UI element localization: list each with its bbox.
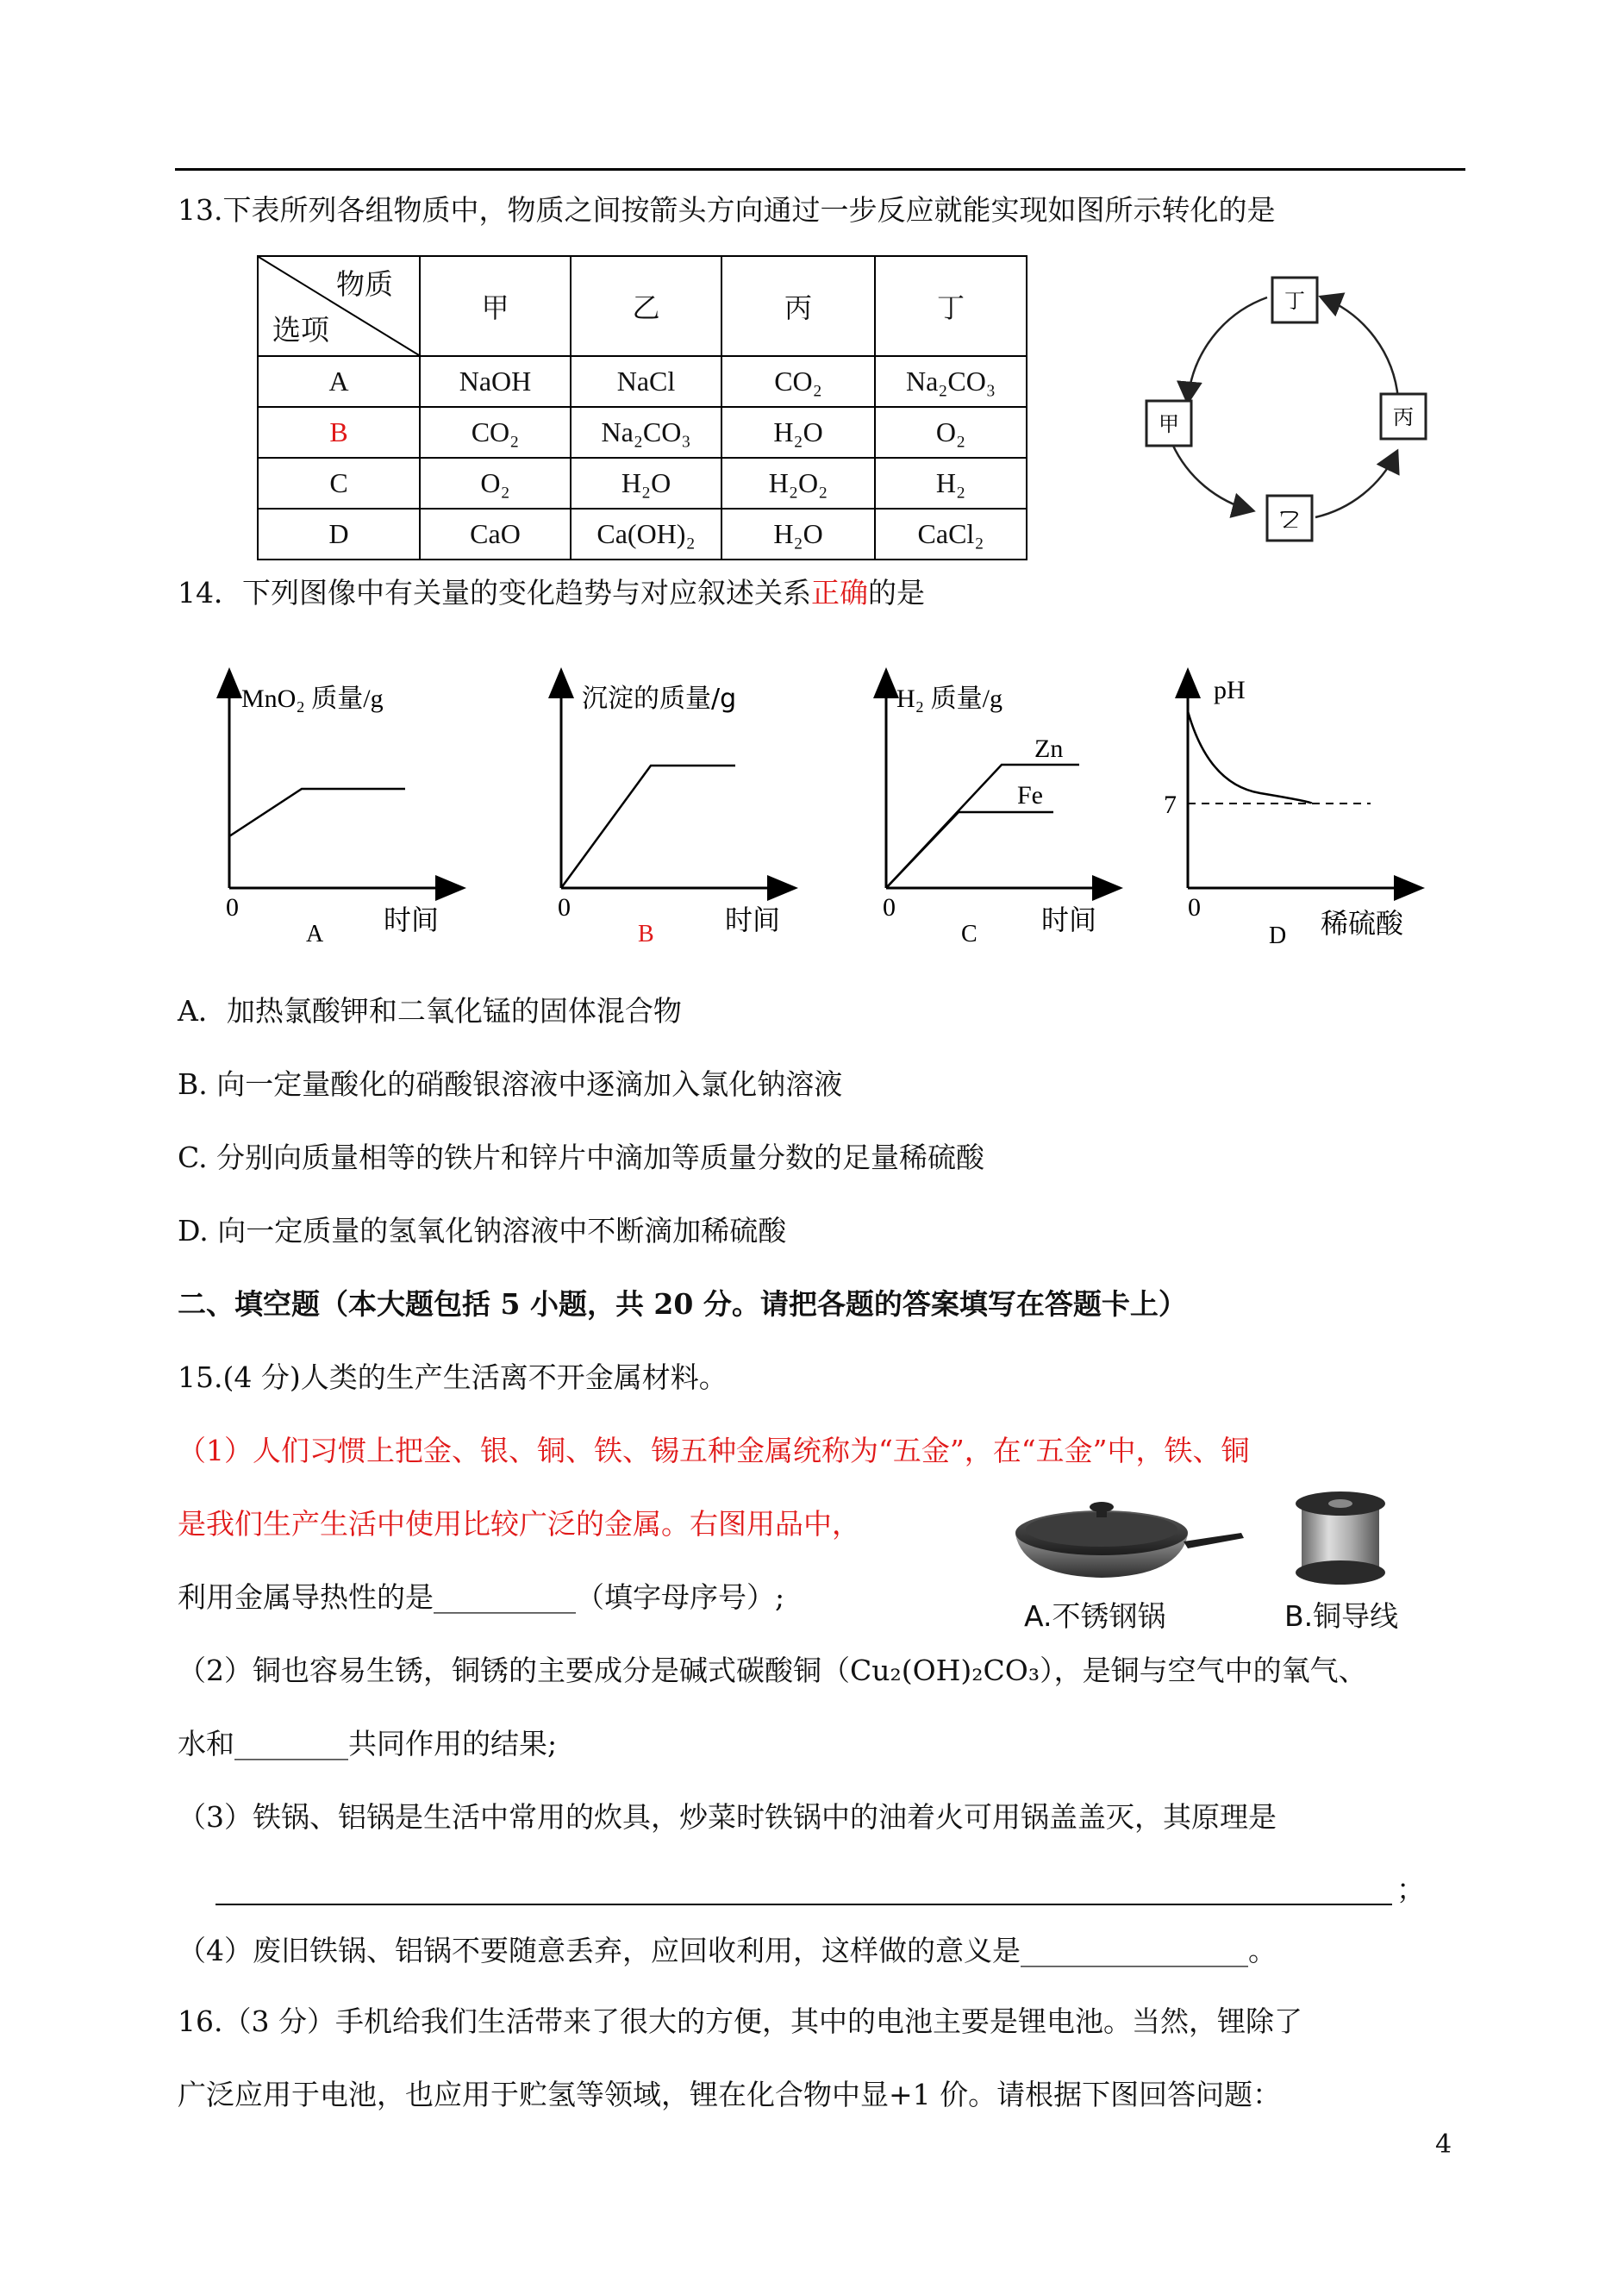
image-caption-a: A.不锈钢锅 [1024,1599,1166,1633]
header-rule [175,168,1465,171]
row-option-highlighted: B [258,407,420,458]
q13-stem: 13.下表所列各组物质中，物质之间按箭头方向通过一步反应就能实现如图所示转化的是 [178,193,1276,227]
graph-letter: B [638,921,654,947]
curve [229,789,405,836]
fe-label: Fe [1017,781,1043,810]
svg-text:丙: 丙 [1393,405,1414,429]
x-label: 时间 [725,904,781,936]
graph-c [872,655,1131,948]
q14-stem-text: 14．下列图像中有关量的变化趋势与对应叙述关系 [178,576,811,610]
origin-label: 0 [558,893,571,922]
q14-option-d: D. 向一定质量的氢氧化钠溶液中不断滴加稀硫酸 [178,1214,787,1248]
cell: CaCl₂ [875,509,1027,560]
stainless-steel-pan-image [1007,1481,1248,1585]
table-row [258,407,1027,458]
conversion-cycle-diagram [1138,272,1448,556]
q14-stem [178,576,925,610]
graph-d [1164,655,1433,949]
copper-wire-coil-image [1284,1485,1396,1588]
q14-option-c: C. 分别向质量相等的铁片和锌片中滴加等质量分数的足量稀硫酸 [178,1141,985,1174]
q15-part1-line3: 利用金属导热性的是__________（填字母序号）; [178,1580,785,1614]
y-label: 沉淀的质量/g [582,684,737,714]
col-header-ding: 丁 [875,256,1027,356]
q16-line2: 广泛应用于电池，也应用于贮氢等领域，锂在化合物中显+1 价。请根据下图回答问题： [178,2078,1282,2111]
table-row [258,509,1027,560]
svg-text:甲: 甲 [1159,412,1179,436]
zn-curve [886,765,1079,888]
y-label: H₂ 质量/g [896,685,1003,713]
cell: H₂O [721,407,875,458]
q15-part2-line2: 水和________共同作用的结果; [178,1727,558,1760]
svg-text:乙: 乙 [1279,507,1300,531]
q15-stem: 15.(4 分)人类的生产生活离不开金属材料。 [178,1360,728,1394]
svg-text:丁: 丁 [1284,289,1305,313]
cell: H₂O [721,509,875,560]
cell: Na₂CO₃ [875,356,1027,407]
table-row [258,458,1027,509]
ph7-label: 7 [1164,791,1177,819]
x-label: 时间 [1041,904,1097,936]
zn-label: Zn [1034,735,1064,763]
cell: Ca(OH)₂ [571,509,721,560]
curve [561,766,735,888]
cell: Na₂CO₃ [571,407,721,458]
cell: H₂ [875,458,1027,509]
section-heading: 二、填空题（本大题包括 5 小题，共 20 分。请把各题的答案填写在答题卡上） [178,1287,1187,1321]
header-option: 选项 [272,313,329,347]
ph-curve [1188,711,1312,804]
q15-part3-end: ； [1396,1873,1425,1906]
q15-part3-line1: （3）铁锅、铝锅是生活中常用的炊具，炒菜时铁锅中的油着火可用锅盖盖灭，其原理是 [178,1800,1277,1834]
cell: CaO [420,509,571,560]
cell: O₂ [875,407,1027,458]
col-header-bing: 丙 [721,256,875,356]
q15-part4-line: （4）废旧铁锅、铝锅不要随意丢弃，应回收利用，这样做的意义是________________。 [178,1934,1277,1967]
graph-letter: A [306,921,324,947]
node-yi [1267,496,1312,541]
node-jia [1146,401,1191,446]
image-caption-b: B.铜导线 [1284,1599,1399,1633]
cell: CO₂ [420,407,571,458]
y-label: MnO₂ 质量/g [241,685,384,713]
origin-label: 0 [226,893,239,922]
q13-header-diagonal-cell [258,256,420,356]
answer-blank-line [215,1904,1392,1905]
origin-label: 0 [1188,893,1201,922]
fe-curve [886,812,1053,888]
cell: O₂ [420,458,571,509]
x-label: 时间 [384,904,440,936]
q14-option-b: B. 向一定量酸化的硝酸银溶液中逐滴加入氯化钠溶液 [178,1067,843,1101]
cell: NaCl [571,356,721,407]
row-option: D [258,509,420,560]
graph-b [547,655,806,948]
graph-letter: D [1269,922,1287,949]
q14-stem-end: 的是 [868,576,925,610]
q13-table [257,255,1027,560]
origin-label: 0 [883,893,896,922]
row-option: A [258,356,420,407]
node-ding [1272,278,1317,322]
row-option: C [258,458,420,509]
table-row [258,356,1027,407]
x-label: 稀硫酸 [1321,907,1404,940]
q14-option-a: A．加热氯酸钾和二氧化锰的固体混合物 [178,994,682,1028]
cell: H₂O [571,458,721,509]
col-header-yi: 乙 [571,256,721,356]
node-bing [1381,394,1426,439]
q15-part2-line1: （2）铜也容易生锈，铜锈的主要成分是碱式碳酸铜（Cu₂(OH)₂CO₃），是铜与空气中的氧气、 [178,1654,1367,1687]
cell: NaOH [420,356,571,407]
header-substance: 物质 [336,267,393,301]
cell: H₂O₂ [721,458,875,509]
q15-part1-line1: （1）人们习惯上把金、银、铜、铁、锡五种金属统称为“五金”，在“五金”中，铁、铜 [178,1434,1250,1467]
y-label: pH [1214,676,1246,704]
col-header-jia: 甲 [420,256,571,356]
cell: CO₂ [721,356,875,407]
q16-line1: 16.（3 分）手机给我们生活带来了很大的方便，其中的电池主要是锂电池。当然，锂除了 [178,2004,1302,2038]
graph-letter: C [961,921,978,947]
graph-a [215,655,474,948]
page-number: 4 [1435,2129,1452,2160]
q15-part1-line2: 是我们生产生活中使用比较广泛的金属。右图用品中， [178,1507,860,1541]
q14-stem-emphasis: 正确 [811,576,868,610]
